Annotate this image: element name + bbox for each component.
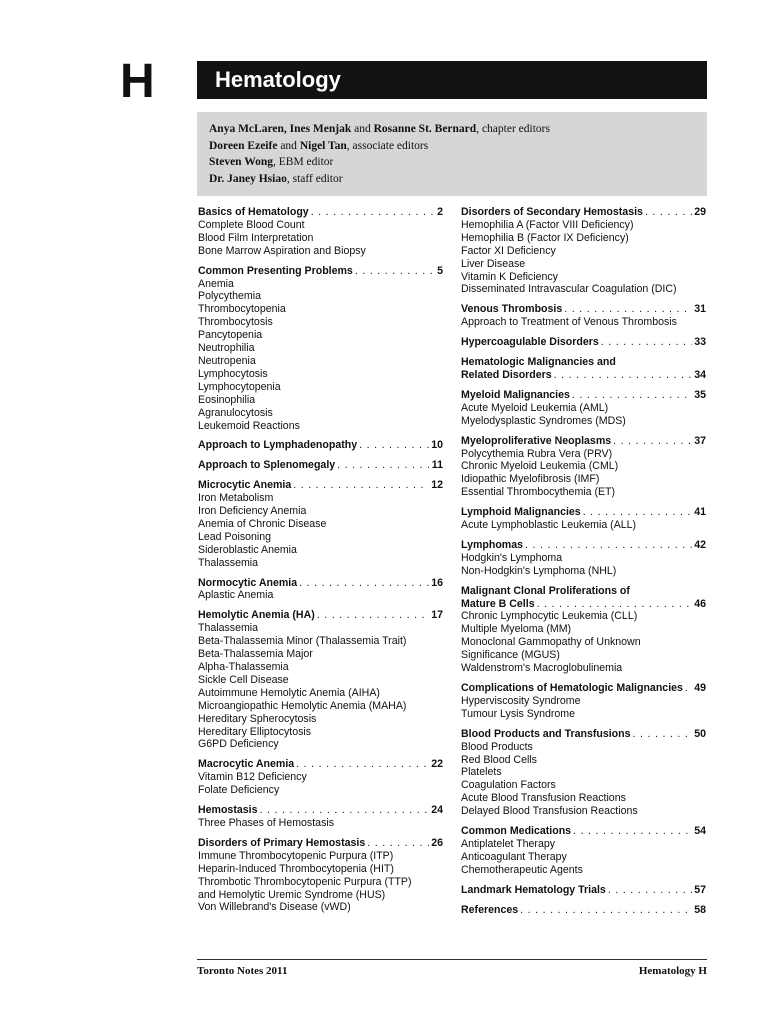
toc-subitem: Vitamin B12 Deficiency — [198, 771, 307, 784]
toc-section-title-line: Hematologic Malignancies and — [461, 356, 616, 369]
toc-page-number: 31 — [694, 303, 706, 316]
leader-dots — [608, 884, 692, 897]
leader-dots — [299, 577, 429, 590]
toc-section-header[interactable] — [461, 369, 706, 382]
toc-section — [461, 356, 706, 382]
toc-section-header[interactable] — [461, 435, 706, 448]
toc-page-number: 22 — [431, 758, 443, 771]
editor-line: Dr. Janey Hsiao, staff editor — [209, 172, 343, 185]
toc-subitem: Agranulocytosis — [198, 406, 273, 419]
toc-subitem: Chemotherapeutic Agents — [461, 863, 583, 876]
toc-section — [198, 804, 443, 830]
toc-section-title: Disorders of Primary Hemostasis — [198, 836, 366, 849]
toc-page-number: 5 — [437, 264, 443, 277]
toc-subitem: Anticoagulant Therapy — [461, 850, 567, 863]
toc-section-header[interactable] — [461, 206, 706, 219]
toc-subitem: Three Phases of Hemostasis — [198, 816, 335, 829]
toc-subitem: Iron Deficiency Anemia — [198, 505, 307, 518]
toc-subitem: Neutrophilia — [198, 342, 255, 355]
toc-page-number: 17 — [431, 609, 443, 622]
toc-page-number: 41 — [694, 506, 706, 519]
toc-section-header[interactable] — [461, 506, 706, 519]
toc-section-header[interactable] — [198, 459, 443, 472]
toc-section-header[interactable] — [461, 884, 706, 897]
leader-dots — [359, 439, 429, 452]
toc-section-title: Landmark Hematology Trials — [461, 883, 606, 896]
toc-subitem: Hereditary Elliptocytosis — [198, 725, 312, 738]
toc-section-title: Approach to Lymphadenopathy — [198, 439, 358, 452]
toc-subitem: Vitamin K Deficiency — [461, 270, 558, 283]
toc-subitem: Lead Poisoning — [198, 530, 272, 543]
toc-section-title: Basics of Hematology — [198, 206, 309, 218]
toc-section-title-line: Malignant Clonal Proliferations of — [461, 584, 630, 597]
toc-section — [198, 837, 443, 914]
chapter-letter: H — [120, 55, 155, 108]
toc-subitem: Anemia of Chronic Disease — [198, 517, 327, 530]
toc-section-title: Myeloid Malignancies — [461, 388, 570, 401]
toc-subitem: Idiopathic Myelofibrosis (IMF) — [461, 473, 600, 486]
toc-section — [461, 389, 706, 428]
toc-section — [461, 728, 706, 818]
toc-page-number: 35 — [694, 388, 706, 401]
toc-section-title: Common Medications — [461, 825, 572, 838]
toc-subitem: Antiplatelet Therapy — [461, 837, 556, 850]
toc-subitem: Anemia — [198, 277, 234, 290]
toc-subitem: Multiple Myeloma (MM) — [461, 623, 572, 636]
toc-subitem: Folate Deficiency — [198, 784, 280, 797]
toc-right-column — [461, 206, 706, 924]
toc-section-title: Approach to Splenomegaly — [198, 459, 336, 472]
toc-section-title: Hypercoagulable Disorders — [461, 336, 599, 349]
toc-section-header[interactable] — [461, 539, 706, 552]
leader-dots — [317, 609, 429, 622]
toc-subitem: Thrombocytopenia — [198, 303, 286, 316]
toc-page-number: 37 — [694, 434, 706, 447]
toc-subitem: Pancytopenia — [198, 329, 263, 342]
toc-subitem: Acute Blood Transfusion Reactions — [461, 792, 626, 805]
toc-page-number: 29 — [694, 206, 706, 218]
toc-section-header[interactable] — [461, 336, 706, 349]
toc-page-number: 57 — [694, 883, 706, 896]
toc-page-number: 54 — [694, 825, 706, 838]
toc-section-title: Macrocytic Anemia — [198, 758, 295, 771]
toc-subitem: Bone Marrow Aspiration and Biopsy — [198, 244, 366, 257]
toc-subitem: and Hemolytic Uremic Syndrome (HUS) — [198, 888, 386, 901]
leader-dots — [537, 598, 693, 611]
footer-left: Toronto Notes 2011 — [197, 965, 288, 977]
toc-subitem: Complete Blood Count — [198, 218, 305, 231]
toc-section-header[interactable] — [461, 303, 706, 316]
toc-section — [198, 459, 443, 472]
toc-subitem: Myelodysplastic Syndromes (MDS) — [461, 414, 626, 427]
toc-subitem: Blood Film Interpretation — [198, 231, 314, 244]
toc-subitem: Lymphocytopenia — [198, 380, 281, 393]
toc-page-number: 34 — [694, 368, 706, 381]
toc-subitem: Hemophilia A (Factor VIII Deficiency) — [461, 218, 634, 231]
toc-subitem: Sickle Cell Disease — [198, 673, 289, 686]
leader-dots — [633, 728, 693, 741]
toc-subitem: Neutropenia — [198, 354, 256, 367]
toc-subitem: Hemophilia B (Factor IX Deficiency) — [461, 231, 629, 244]
toc-subitem: Red Blood Cells — [461, 753, 537, 766]
toc-section — [461, 539, 706, 578]
leader-dots — [685, 682, 692, 695]
toc-page-number: 26 — [431, 836, 443, 849]
toc-section — [461, 435, 706, 500]
toc-subitem: Beta-Thalassemia Major — [198, 648, 313, 661]
toc-section-header[interactable] — [461, 389, 706, 402]
toc-section — [198, 206, 443, 258]
toc-left-column — [198, 206, 443, 921]
toc-section — [461, 904, 706, 917]
toc-section-title: Myeloproliferative Neoplasms — [461, 434, 612, 447]
toc-section-title: Mature B Cells — [461, 597, 535, 610]
toc-section-title: Common Presenting Problems — [198, 264, 353, 277]
toc-subitem: Delayed Blood Transfusion Reactions — [461, 805, 638, 818]
toc-section-title: Blood Products and Transfusions — [461, 727, 631, 740]
toc-subitem: Thrombocytosis — [198, 316, 273, 329]
toc-section — [461, 825, 706, 877]
leader-dots — [355, 265, 435, 278]
toc-subitem: Waldenstrom's Macroglobulinemia — [461, 662, 623, 675]
toc-subitem: Disseminated Intravascular Coagulation (DIC) — [461, 283, 677, 296]
toc-section-title: Venous Thrombosis — [461, 303, 563, 316]
toc-section-title: Normocytic Anemia — [198, 576, 298, 589]
toc-section-title: Complications of Hematologic Malignancies — [461, 682, 683, 694]
toc-subitem: Autoimmune Hemolytic Anemia (AIHA) — [198, 686, 380, 699]
leader-dots — [613, 435, 692, 448]
toc-section — [198, 577, 443, 603]
toc-subitem: Aplastic Anemia — [198, 589, 274, 602]
toc-subitem: Thalassemia — [198, 622, 259, 635]
toc-subitem: Eosinophilia — [198, 393, 256, 406]
toc-subitem: Lymphocytosis — [198, 367, 268, 380]
toc-section — [198, 439, 443, 452]
toc-section — [461, 303, 706, 329]
toc-subitem: Iron Metabolism — [198, 492, 274, 505]
leader-dots — [311, 206, 435, 219]
toc-section-header[interactable] — [461, 904, 706, 917]
toc-page-number: 46 — [694, 597, 706, 610]
leader-dots — [554, 369, 693, 382]
toc-subitem: Microangiopathic Hemolytic Anemia (MAHA) — [198, 699, 407, 712]
toc-section-title: Related Disorders — [461, 368, 552, 381]
leader-dots — [601, 336, 692, 349]
toc-subitem: Von Willebrand's Disease (vWD) — [198, 901, 351, 914]
leader-dots — [296, 758, 429, 771]
toc-section — [198, 609, 443, 751]
toc-section-header[interactable] — [198, 265, 443, 278]
toc-page-number: 33 — [694, 336, 706, 349]
toc-section-title: Disorders of Secondary Hemostasis — [461, 206, 643, 218]
editor-line: Steven Wong, EBM editor — [209, 156, 334, 168]
toc-subitem: Thalassemia — [198, 556, 259, 569]
toc-subitem: Chronic Myeloid Leukemia (CML) — [461, 460, 619, 473]
toc-subitem: Beta-Thalassemia Minor (Thalassemia Trait) — [198, 635, 407, 648]
toc-section-header[interactable] — [198, 804, 443, 817]
toc-subitem: Sideroblastic Anemia — [198, 543, 297, 556]
toc-subitem: Acute Myeloid Leukemia (AML) — [461, 401, 609, 414]
toc-subitem: Platelets — [461, 766, 502, 779]
toc-subitem: Coagulation Factors — [461, 779, 556, 792]
toc-subitem: Approach to Treatment of Venous Thrombosis — [461, 316, 677, 329]
editor-line: Doreen Ezeife and Nigel Tan, associate editors — [209, 139, 429, 152]
leader-dots — [337, 459, 430, 472]
toc-page-number: 58 — [694, 903, 706, 916]
editors-box — [197, 112, 707, 196]
leader-dots — [564, 303, 692, 316]
toc-page-number: 12 — [431, 479, 443, 492]
toc-section-title: Hemostasis — [198, 804, 258, 817]
leader-dots — [583, 506, 693, 519]
toc-section-header[interactable] — [198, 609, 443, 622]
toc-section-title: Lymphomas — [461, 538, 524, 551]
toc-subitem: Monoclonal Gammopathy of Unknown — [461, 636, 641, 649]
toc-section-header[interactable] — [198, 206, 443, 219]
toc-subitem: Chronic Lymphocytic Leukemia (CLL) — [461, 610, 638, 623]
toc-subitem: Polycythemia Rubra Vera (PRV) — [461, 447, 613, 460]
toc-section-title: Microcytic Anemia — [198, 479, 292, 492]
toc-section — [198, 758, 443, 797]
leader-dots — [293, 479, 429, 492]
toc-page-number: 50 — [694, 727, 706, 740]
leader-dots — [520, 904, 692, 917]
toc-section-header[interactable] — [198, 758, 443, 771]
toc-subitem: Factor XI Deficiency — [461, 244, 556, 257]
toc-section-title: Hemolytic Anemia (HA) — [198, 609, 315, 622]
toc-section — [461, 336, 706, 349]
footer-right: Hematology H — [638, 965, 707, 977]
toc-section-header[interactable] — [461, 682, 706, 695]
toc-page-number: 2 — [437, 206, 443, 218]
toc-section-header[interactable] — [198, 479, 443, 492]
toc-subitem: Hereditary Spherocytosis — [198, 712, 317, 725]
toc-section-header[interactable] — [198, 837, 443, 850]
toc-subitem: Hyperviscosity Syndrome — [461, 694, 581, 707]
toc-page-number: 49 — [694, 682, 706, 694]
toc-subitem: Leukemoid Reactions — [198, 419, 300, 432]
toc-page-number: 42 — [694, 538, 706, 551]
toc-section-header[interactable] — [198, 577, 443, 590]
toc-section — [461, 884, 706, 897]
leader-dots — [573, 825, 692, 838]
toc-section — [461, 506, 706, 532]
toc-subitem: Hodgkin's Lymphoma — [461, 551, 563, 564]
toc-subitem: Significance (MGUS) — [461, 649, 560, 662]
toc-subitem: Liver Disease — [461, 257, 526, 270]
leader-dots — [572, 389, 692, 402]
toc-page-number: 11 — [431, 459, 443, 472]
toc-subitem: Immune Thrombocytopenic Purpura (ITP) — [198, 849, 394, 862]
toc-section-header[interactable] — [461, 825, 706, 838]
toc-section-title: References — [461, 903, 519, 916]
toc-subitem: Acute Lymphoblastic Leukemia (ALL) — [461, 519, 637, 532]
toc-subitem: Essential Thrombocythemia (ET) — [461, 486, 616, 499]
footer-rule — [197, 959, 707, 960]
toc-subitem: Heparin-Induced Thrombocytopenia (HIT) — [198, 862, 394, 875]
toc-subitem: Blood Products — [461, 740, 533, 753]
leader-dots — [645, 206, 692, 219]
toc-section — [198, 479, 443, 569]
toc-section-title: Lymphoid Malignancies — [461, 506, 581, 519]
toc-section-header[interactable] — [198, 439, 443, 452]
toc-section-header[interactable] — [461, 598, 706, 611]
toc-subitem: G6PD Deficiency — [198, 738, 279, 751]
toc-page-number: 24 — [431, 804, 443, 817]
toc-section — [461, 206, 706, 296]
toc-section — [461, 682, 706, 721]
leader-dots — [525, 539, 692, 552]
editor-line: Anya McLaren, Ines Menjak and Rosanne St. Bernard, chapter editors — [209, 123, 550, 135]
toc-section — [461, 585, 706, 675]
toc-page-number: 16 — [431, 576, 443, 589]
toc-page-number: 10 — [431, 439, 443, 452]
leader-dots — [259, 804, 429, 817]
leader-dots — [367, 837, 429, 850]
toc-section — [198, 265, 443, 433]
chapter-title: Hematology — [197, 61, 707, 99]
toc-subitem: Thrombotic Thrombocytopenic Purpura (TTP) — [198, 875, 412, 888]
toc-subitem: Tumour Lysis Syndrome — [461, 707, 576, 720]
toc-subitem: Polycythemia — [198, 290, 261, 303]
toc-subitem: Non-Hodgkin's Lymphoma (NHL) — [461, 564, 617, 577]
toc-section-header[interactable] — [461, 728, 706, 741]
toc-subitem: Alpha-Thalassemia — [198, 661, 289, 673]
